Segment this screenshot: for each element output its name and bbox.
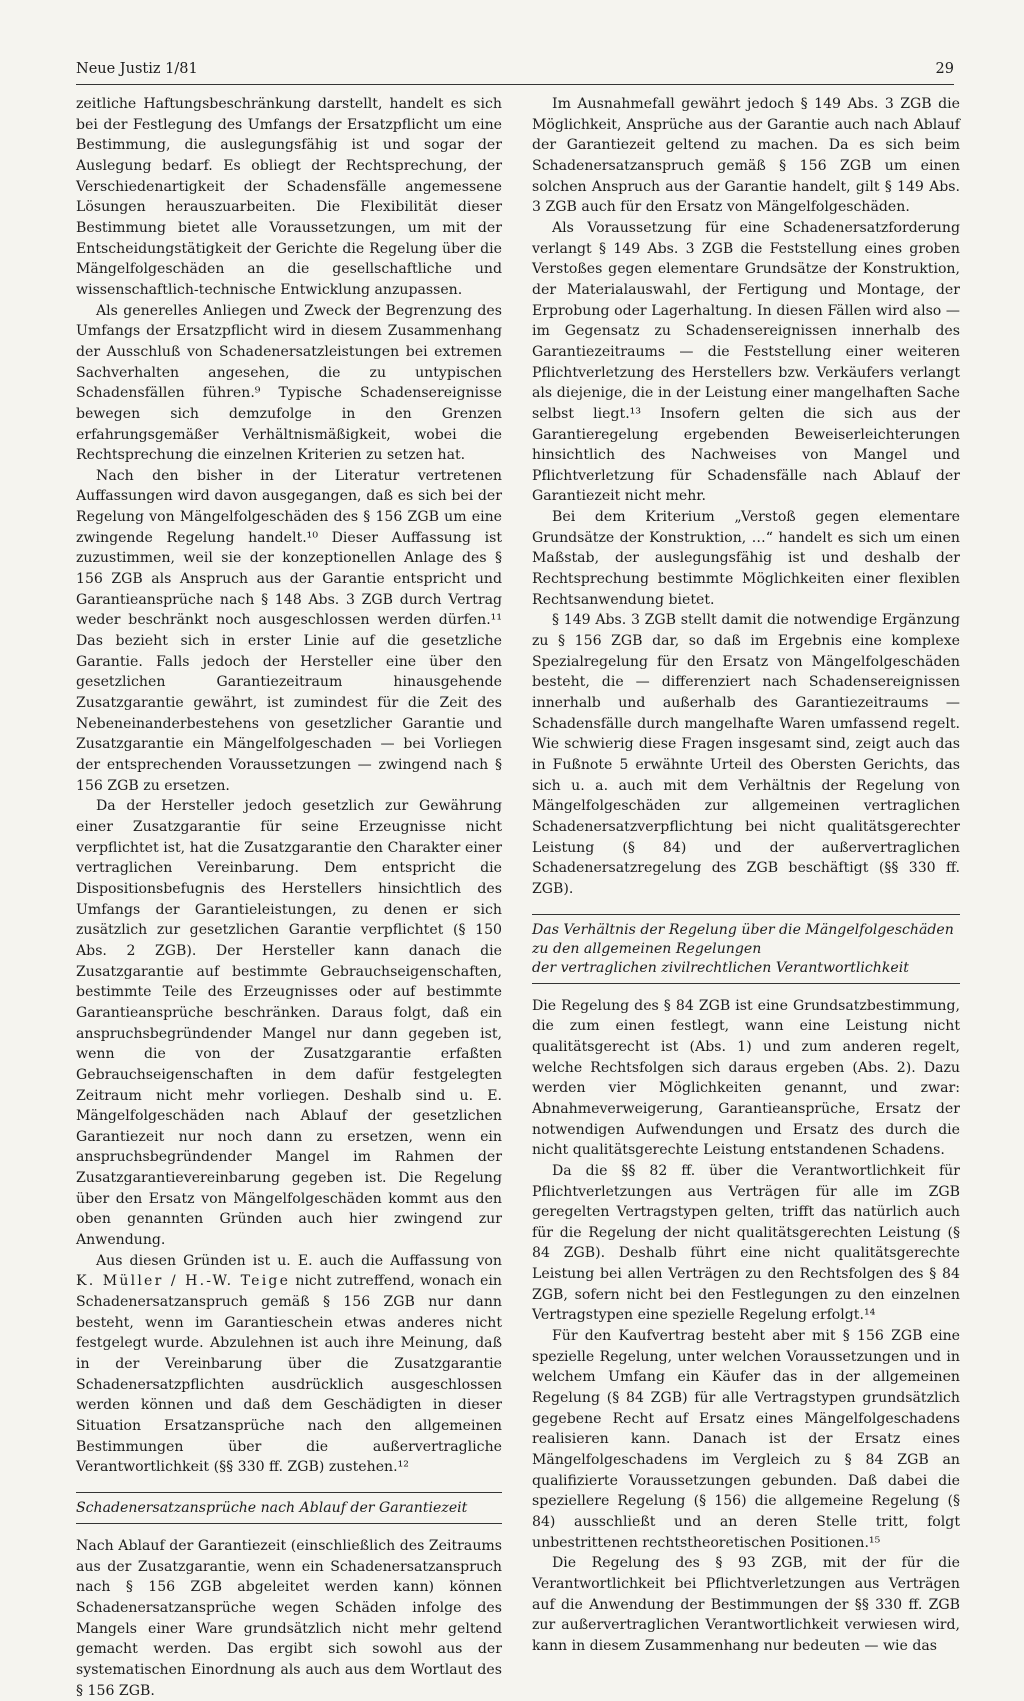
paragraph: Als Voraussetzung für eine Schadenersatzforderung verlangt § 149 Abs. 3 ZGB die Feststellung eines groben Verstoßes gegen elementare Grundsätze der Konstruktion, der Materialauswahl, der Fertigung und Montage, der Erprobung oder Lagerhaltung. In diesen Fällen wird also — im Gegensatz zu Schadensereignissen innerhalb des Garantiezeitraums — die Feststellung einer weiteren Pflichtverletzung des Herstellers bzw. Verkäufers verlangt als diejenige, die in der Leistung einer mangelhaften Sache selbst liegt.¹³ Insofern gelten die sich aus der Garantieregelung ergebenden Beweiserleichterungen hinsichtlich des Nachweises von Mangel und Pflichtverletzung für Schadensfälle nach Ablauf der Garantiezeit nicht mehr. bbox=[532, 219, 960, 505]
paragraph: Als generelles Anliegen und Zweck der Begrenzung des Umfangs der Ersatzpflicht wird in diesem Zusammenhang der Ausschluß von Schadenersatzleistungen bei extremen Sachverhalten angesehen, die zu untypischen Schadensfällen führen.⁹ Typische Schadensereignisse bewegen sich demzufolge in den Grenzen erfahrungsgemäßer Verhältnismäßigkeit, wobei die Rechtsprechung die einzelnen Kriterien zu setzen hat. bbox=[76, 302, 502, 464]
section-heading-line: Das Verhältnis der Regelung über die Mängelfolgeschäden bbox=[532, 921, 954, 938]
paragraph: zeitliche Haftungsbeschränkung darstellt, handelt es sich bei der Festlegung des Umfangs der Ersatzpflicht um eine Bestimmung, die auslegungsfähig ist und sogar der Auslegung bedarf. Es obliegt der Rechtsprechung, der Verschiedenartigkeit der Schadensfälle angemessene Lösungen herauszuarbeiten. Die Flexibilität dieser Bestimmung bietet alle Voraussetzungen, um mit der Entscheidungstätigkeit der Gerichte die Regelung über die Mängelfolgeschäden an die gesellschaftliche und wissenschaftlich-technische Entwicklung anzupassen. bbox=[76, 96, 502, 298]
section-heading-line: der vertraglichen zivilrechtlichen Verantwortlichkeit bbox=[532, 959, 909, 976]
page-number: 29 bbox=[935, 61, 954, 77]
section-heading bbox=[532, 914, 960, 984]
paragraph: Da der Hersteller jedoch gesetzlich zur Gewährung einer Zusatzgarantie für seine Erzeugnisse nicht verpflichtet ist, hat die Zusatzgarantie den Charakter einer vertraglichen Vereinbarung. Dem entspricht die Dispositionsbefugnis des Herstellers hinsichtlich des Umfangs der Garantieleistungen, zu denen er sich zusätzlich zur gesetzlichen Garantie verpflichtet (§ 150 Abs. 2 ZGB). Der Hersteller kann danach die Zusatzgarantie auf bestimmte Gebrauchseigenschaften, bestimmte Teile des Erzeugnisses oder auf bestimmte Garantieansprüche beschränken. Daraus folgt, daß ein anspruchsbegründender Mangel nur dann gegeben ist, wenn die von der Zusatzgarantie erfaßten Gebrauchseigenschaften in dem dafür festgelegten Zeitraum nicht mehr vorliegen. Deshalb sind u. E. Mängelfolgeschäden nach Ablauf der gesetzlichen Garantiezeit nur noch dann zu ersetzen, wenn ein anspruchsbegründender Mangel im Rahmen der Zusatzgarantievereinbarung gegeben ist. Die Regelung über den Ersatz von Mängelfolgeschäden kommt aus den oben genannten Gründen auch hier zwingend zur Anwendung. bbox=[76, 798, 502, 1249]
journal-title: Neue Justiz 1/81 bbox=[76, 61, 198, 77]
paragraph-rest: Schadenersatzanspruch gemäß § 156 ZGB nur dann besteht, wenn im Garantieschein etwas anderes nicht festgelegt wurde. Abzulehnen ist auch ihre Meinung, daß in der Vereinbarung über die Zusatzgarantie Schadenersatzpflichten ausdrücklich ausgeschlossen werden können und daß dem Geschädigten in dieser Situation Ersatzansprüche nach den allgemeinen Bestimmungen über die außervertragliche Verantwortlichkeit (§§ 330 ff. ZGB) zustehen.¹² bbox=[76, 1294, 502, 1476]
page-header bbox=[76, 58, 954, 85]
paragraph: Nach Ablauf der Garantiezeit (einschließlich des Zeitraums aus der Zusatzgarantie, wenn ein Schadenersatzanspruch nach § 156 ZGB abgeleitet werden kann) können Schadenersatzansprüche wegen Schäden infolge des Mangels einer Ware grundsätzlich nicht mehr geltend gemacht werden. Das ergibt sich sowohl aus der systematischen Einordnung als auch aus dem Wortlaut des § 156 ZGB. bbox=[76, 1537, 502, 1699]
section-heading bbox=[76, 1492, 502, 1524]
paragraph: Bei dem Kriterium „Verstoß gegen elementare Grundsätze der Konstruktion, …“ handelt es sich um einen Maßstab, der auslegungsfähig ist und deshalb der Rechtsprechung bestimmte Möglichkeiten einer flexiblen Rechtsanwendung bietet. bbox=[532, 509, 960, 608]
paragraph: Die Regelung des § 93 ZGB, mit der für die Verantwortlichkeit bei Pflichtverletzungen aus Verträgen auf die Anwendung der Bestimmungen der §§ 330 ff. ZGB zur außervertraglichen Verantwortlichkeit verwiesen wird, kann in diesem Zusammenhang nur bedeuten — wie das bbox=[532, 1555, 960, 1654]
paragraph: Da die §§ 82 ff. über die Verantwortlichkeit für Pflichtverletzungen aus Verträgen für alle im ZGB geregelten Vertragstypen gelten, trifft das natürlich auch für die Regelung der nicht qualitätsgerechten Leistung (§ 84 ZGB). Deshalb führt eine nicht qualitätsgerechte Leistung bei allen Verträgen zu den Rechtsfolgen des § 84 ZGB, sofern nicht bei den Festlegungen zu den einzelnen Vertragstypen eine spezielle Regelung erfolgt.¹⁴ bbox=[532, 1162, 960, 1324]
section-heading-line: Schadenersatzansprüche nach Ablauf der Garantiezeit bbox=[76, 1499, 468, 1516]
paragraph bbox=[76, 1251, 502, 1478]
left-column bbox=[76, 94, 502, 1701]
paragraph-line: Aus diesen Gründen ist u. E. auch die Auffassung von bbox=[96, 1252, 502, 1269]
paragraph: § 149 Abs. 3 ZGB stellt damit die notwendige Ergänzung zu § 156 ZGB dar, so daß im Ergebnis eine komplexe Spezialregelung für den Ersatz von Mängelfolgeschäden besteht, die — differenziert nach Schadensereignissen innerhalb und außerhalb des Garantiezeitraums — Schadensfälle durch mangelhafte Waren umfassend regelt. Wie schwierig diese Fragen insgesamt sind, zeigt auch das in Fußnote 5 erwähnte Urteil des Obersten Gerichts, das sich u. a. auch mit dem Verhältnis der Regelung von Mängelfolgeschäden zur allgemeinen vertraglichen Schadenersatzverpflichtung bei nicht qualitätsgerechter Leistung (§ 84) und der außervertraglichen Schadenersatzregelung des ZGB beschäftigt (§§ 330 ff. ZGB). bbox=[532, 612, 960, 897]
paragraph: Die Regelung des § 84 ZGB ist eine Grundsatzbestimmung, die zum einen festlegt, wann eine Leistung nicht qualitätsgerecht ist (Abs. 1) und zum anderen regelt, welche Rechtsfolgen sich daraus ergeben (Abs. 2). Dazu werden vier Möglichkeiten genannt, und zwar: Abnahmeverweigerung, Garantieansprüche, Ersatz der notwendigen Aufwendungen und Ersatz des durch die nicht qualitätsgerechte Leistung entstandenen Schadens. bbox=[532, 997, 960, 1159]
author-names: K. Müller / H.-W. Teige bbox=[76, 1273, 291, 1290]
section-heading-line: zu den allgemeinen Regelungen bbox=[532, 940, 762, 957]
paragraph: Für den Kaufvertrag besteht aber mit § 156 ZGB eine spezielle Regelung, unter welchen Voraussetzungen und in welchem Umfang ein Käufer das in der allgemeinen Regelung (§ 84 ZGB) für alle Vertragstypen grundsätzlich gegebene Recht auf Ersatz eines Mängelfolgeschadens realisieren kann. Danach ist der Ersatz eines Mängelfolgeschadens im Vergleich zu § 84 ZGB an qualifizierte Voraussetzungen gebunden. Daß dabei die speziellere Regelung (§ 156) die allgemeine Regelung (§ 84) ausschließt und an deren Stelle tritt, folgt unbestrittenen rechtstheoretischen Positionen.¹⁵ bbox=[532, 1328, 960, 1551]
paragraph-line: nicht zutreffend, wonach ein bbox=[290, 1273, 502, 1290]
paragraph: Nach den bisher in der Literatur vertretenen Auffassungen wird davon ausgegangen, daß es sich bei der Regelung von Mängelfolgeschäden des § 156 ZGB um eine zwingende Regelung handelt.¹⁰ Dieser Auffassung ist zuzustimmen, weil sie der konzeptionellen Anlage des § 156 ZGB als Anspruch aus der Garantie entspricht und Garantieansprüche nach § 148 Abs. 3 ZGB durch Vertrag weder beschränkt noch ausgeschlossen werden dürfen.¹¹ Das bezieht sich in erster Linie auf die gesetzliche Garantie. Falls jedoch der Hersteller eine über den gesetzlichen Garantiezeitraum hinausgehende Zusatzgarantie gewährt, ist zumindest für die Zeit des Nebeneinanderbestehens von gesetzlicher Garantie und Zusatzgarantie ein Mängelfolgeschaden — bei Vorliegen der entsprechenden Voraussetzungen — zwingend nach § 156 ZGB zu ersetzen. bbox=[76, 467, 502, 794]
right-column bbox=[532, 94, 960, 1657]
paragraph: Im Ausnahmefall gewährt jedoch § 149 Abs. 3 ZGB die Möglichkeit, Ansprüche aus der Garantie auch nach Ablauf der Garantiezeit geltend zu machen. Da es sich beim Schadenersatzanspruch gemäß § 156 ZGB um einen solchen Anspruch aus der Garantie handelt, gilt § 149 Abs. 3 ZGB auch für den Ersatz von Mängelfolgeschäden. bbox=[532, 96, 960, 216]
